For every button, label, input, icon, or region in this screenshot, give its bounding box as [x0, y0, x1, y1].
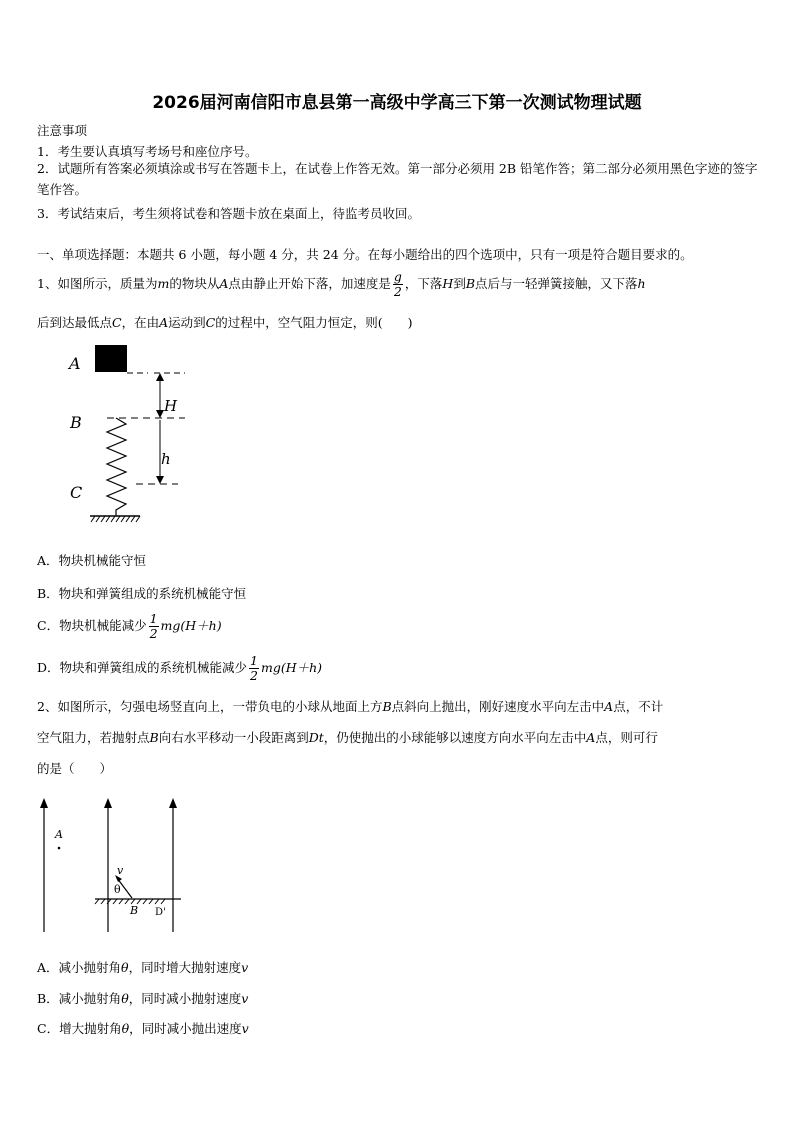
q1-option-d: D．物块和弹簧组成的系统机械能减少 $\frac{1}{2}$ mg(H＋h) — [37, 653, 323, 683]
q1-line-1: 1、如图所示，质量为m的物块从A点由静止开始下落，加速度是 $\frac{g}{2}$ ，下落H到B点后与一轻弹簧接触，又下落h — [37, 269, 646, 299]
q1-fig-label-h: h — [161, 450, 171, 468]
q2-fig-label-a: A — [55, 828, 63, 841]
q1-accel-fraction: $\frac{g}{2}$ — [393, 269, 402, 299]
notice-item-3: 3．考试结束后，考生须将试卷和答题卡放在桌面上，待监考员收回。 — [37, 206, 420, 221]
page-title: 2026届河南信阳市息县第一高级中学高三下第一次测试物理试题 — [152, 93, 642, 113]
q2-line-2: 空气阻力，若抛射点B向右水平移动一小段距离到Dt，仍使抛出的小球能够以速度方向水平向左击中A点，则可行 — [37, 730, 658, 745]
notice-item-1: 1．考生要认真填写考场号和座位序号。 — [37, 144, 258, 159]
q1-fig-label-b: B — [70, 413, 82, 432]
notice-heading: 注意事项 — [37, 123, 88, 138]
q2-fig-label-b: B — [130, 904, 139, 917]
q2-line-1: 2、如图所示，匀强电场竖直向上，一带负电的小球从地面上方B点斜向上抛出，刚好速度水平向左击中A点，不计 — [37, 699, 664, 714]
q1-block — [95, 345, 127, 372]
section-heading: 一、单项选择题：本题共 6 小题，每小题 4 分，共 24 分。在每小题给出的四个选项中，只有一项是符合题目要求的。 — [37, 247, 693, 262]
q2-option-b: B．减小抛射角θ，同时减小抛射速度v — [37, 991, 249, 1006]
q1-ground-hatch — [91, 516, 140, 522]
q1-option-b: B．物块和弹簧组成的系统机械能守恒 — [37, 586, 247, 601]
q2-line-3: 的是（ ） — [37, 761, 113, 776]
q2-field-figure — [35, 790, 195, 940]
q1-spring — [107, 418, 126, 516]
q1-option-a: A．物块机械能守恒 — [37, 553, 147, 568]
q1-line-2: 后到达最低点C，在由A运动到C的过程中，空气阻力恒定，则( ) — [37, 315, 413, 330]
q1-spring-figure — [60, 335, 210, 530]
q2-fig-label-theta: θ — [114, 883, 121, 896]
q2-fig-label-d: D' — [155, 907, 166, 918]
q1-option-c: C．物块机械能减少 $\frac{1}{2}$ mg(H＋h) — [37, 611, 222, 641]
q1-fig-label-H: H — [164, 397, 178, 415]
q2-option-c: C．增大抛射角θ，同时减小抛出速度v — [37, 1021, 249, 1036]
q2-fig-label-v: v — [117, 864, 124, 877]
q1-fig-label-a: A — [69, 354, 81, 373]
q2-point-a — [58, 847, 61, 850]
q1-fig-label-c: C — [70, 483, 83, 502]
notice-item-2: 2．试题所有答案必须填涂或书写在答题卡上，在试卷上作答无效。第一部分必须用 2B 铅笔作答；第二部分必须用黑色字迹的签字笔作答。 — [37, 161, 758, 197]
q2-option-a: A．减小抛射角θ，同时增大抛射速度v — [37, 960, 249, 975]
